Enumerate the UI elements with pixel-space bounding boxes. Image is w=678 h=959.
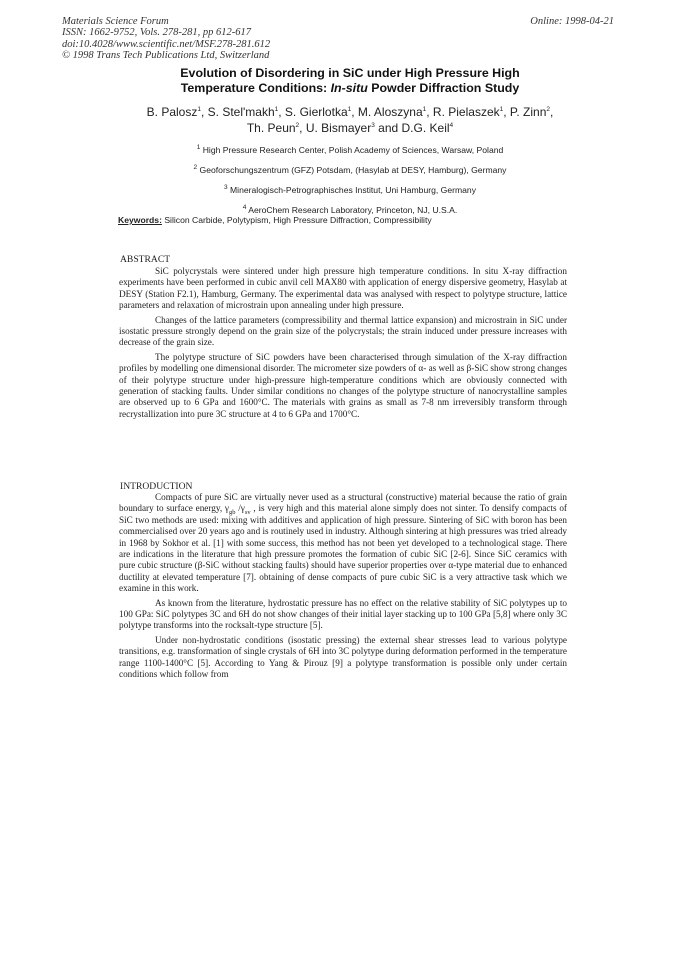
affiliation-marker: 1 (347, 106, 352, 113)
affiliation-number: 1 (196, 144, 201, 152)
affiliation-marker: 1 (274, 106, 279, 113)
title-line-2 (90, 81, 610, 96)
abstract-paragraph: Changes of the lattice parameters (compressibility and thermal lattice expansion) and microstrain in SiC under isostatic pressure strongly depend on the grain size of the polycrystals; the strain induced under pressure increases with decrease of the grain size. (119, 314, 567, 348)
issn-line: ISSN: 1662-9752, Vols. 278-281, pp 612-617 (62, 27, 251, 39)
keywords-text: Silicon Carbide, Polytypism, High Pressure Diffraction, Compressibility (164, 215, 432, 225)
abstract-paragraph: SiC polycrystals were sintered under high pressure high temperature conditions. In situ X-ray diffraction experiments have been performed in cubic anvil cell MAX80 with application of energy dispersive geometry, Hasylab at DESY (Station F2.1), Hamburg, Germany. The experimental data was analysed with respect to polytype structure, lattice parameters and relaxation of microstrain upon annealing under high pressure. (119, 266, 567, 311)
author-name: R. Pielaszek (432, 105, 500, 119)
author-separator: , (278, 105, 285, 119)
introduction-heading: INTRODUCTION (120, 481, 193, 492)
abstract-heading: ABSTRACT (120, 254, 171, 265)
intro-paragraph: Under non-hydrostatic conditions (isostatic pressing) the external shear stresses lead to various polytype transitions, e.g. transformation of single crystals of 6H into 3C polytype during deformation performed in the temperature range 1100-1400°C [5]. According to Yang & Pirouz [9] a polytype transformation is possible only under certain conditions which follow from (119, 634, 567, 680)
text-run: Compacts of pure SiC are virtually never used as a structural (constructive) material because the ratio of grain boundary to surface energy, γ (119, 492, 567, 514)
keywords-label: Keywords: (118, 215, 162, 225)
doi-line: doi:10.4028/www.scientific.net/MSF.278-281.612 (62, 38, 271, 50)
affiliation-text: AeroChem Research Laboratory, Princeton, NJ, U.S.A. (248, 205, 458, 215)
title-part: Temperature Conditions: (180, 80, 331, 95)
affiliation-marker: 2 (546, 106, 551, 113)
author-name: U. Bismayer (305, 121, 372, 135)
author-name: M. Aloszyna (357, 105, 423, 119)
author-separator: , (200, 105, 208, 119)
author-name: S. Stel'makh (207, 105, 275, 119)
text-run: , is very high and this material alone simply does not sinter. To densify compacts of SiC two methods are used: mixing with additives and application of high pressure. Sintering of SiC with boron has been commercialised over 20 years ago and is routinely used in industry. Although sintering at high pressures was tried already in 1968 by Sokhor et al. [1] with some success, this method has not been yet developed to a technological stage. There are indications in the literature that high pressure promotes the formation of cubic SiC [2-6]. Since SiC ceramics with pure cubic structure (β-SiC without stacking faults) should have superior properties over α-type material due to enhanced ductility at elevated temperature [7]. obtaining of dense compacts of pure cubic SiC is a very attractive task which we examine in this work. (119, 503, 567, 594)
affiliation-marker: 2 (295, 122, 300, 129)
affiliation-marker: 1 (499, 106, 504, 113)
affiliation-marker: 1 (422, 106, 427, 113)
author-separator: , (426, 105, 433, 119)
intro-paragraph: As known from the literature, hydrostatic pressure has no effect on the relative stability of SiC polytypes up to 100 GPa: SiC polytypes 3C and 6H do not show changes of their initial layer stacking up to 100 GPa [5,8] where only 3C polytype transforms into the rocksalt-type structure [5]. (119, 597, 567, 631)
author-name: Th. Peun (246, 121, 296, 135)
introduction-body (119, 492, 567, 681)
affiliation-marker: 1 (197, 106, 201, 113)
author-list (100, 104, 600, 136)
title-line-1: Evolution of Disordering in SiC under High Pressure High (180, 66, 520, 80)
affiliation-marker: 4 (449, 122, 454, 129)
affiliation-line (100, 140, 600, 160)
subscript: gb (229, 509, 236, 517)
abstract-body (119, 266, 567, 420)
author-separator: , (351, 105, 358, 119)
text-run: /γ (235, 503, 245, 514)
affiliation-text: Mineralogisch-Petrographisches Institut, Uni Hamburg, Germany (230, 185, 476, 195)
author-separator: , (550, 105, 554, 119)
copyright-line: © 1998 Trans Tech Publications Ltd, Switzerland (62, 49, 270, 61)
affiliation-number: 3 (224, 184, 228, 192)
author-separator: , (503, 105, 510, 119)
keywords (118, 215, 432, 225)
author-separator: , (299, 121, 306, 135)
affiliation-number: 2 (193, 164, 198, 172)
affiliation-number: 4 (242, 204, 247, 212)
author-name: B. Palosz (146, 105, 198, 119)
author-name: P. Zinn (509, 105, 547, 119)
online-date: Online: 1998-04-21 (530, 16, 614, 27)
affiliation-line (100, 160, 600, 180)
author-separator: and (374, 121, 402, 135)
journal-name: Materials Science Forum (62, 16, 169, 27)
paper-title (90, 66, 610, 95)
affiliation-line (100, 180, 600, 200)
subscript: sv (244, 509, 251, 517)
title-italic: In-situ (330, 80, 368, 95)
author-name: S. Gierlotka (284, 105, 348, 119)
author-name: D.G. Keil (401, 121, 450, 135)
affiliation-list (100, 140, 600, 220)
abstract-paragraph: The polytype structure of SiC powders have been characterised through simulation of the X-ray diffraction profiles by modelling one dimensional disorder. The micrometer size powders of α- as well as β-SiC show strong changes of their polytype structure under high-pressure high-temperature conditions which are obviously connected with generation of stacking faults. Under similar conditions no changes of the polytype structure of nanocrystalline samples are observed up to 6 GPa and 1600°C. The materials with grains as small as 7-8 nm irreversibly transform through recrystallization into pure 3C structure at 4 to 6 GPa and 1700°C. (119, 351, 567, 419)
affiliation-text: Geoforschungszentrum (GFZ) Potsdam, (Hasylab at DESY, Hamburg), Germany (199, 165, 507, 175)
affiliation-marker: 3 (371, 122, 375, 129)
title-part: Powder Diffraction Study (367, 80, 520, 95)
affiliation-text: High Pressure Research Center, Polish Academy of Sciences, Warsaw, Poland (202, 145, 504, 155)
publication-info (62, 16, 270, 61)
intro-paragraph (119, 492, 567, 595)
